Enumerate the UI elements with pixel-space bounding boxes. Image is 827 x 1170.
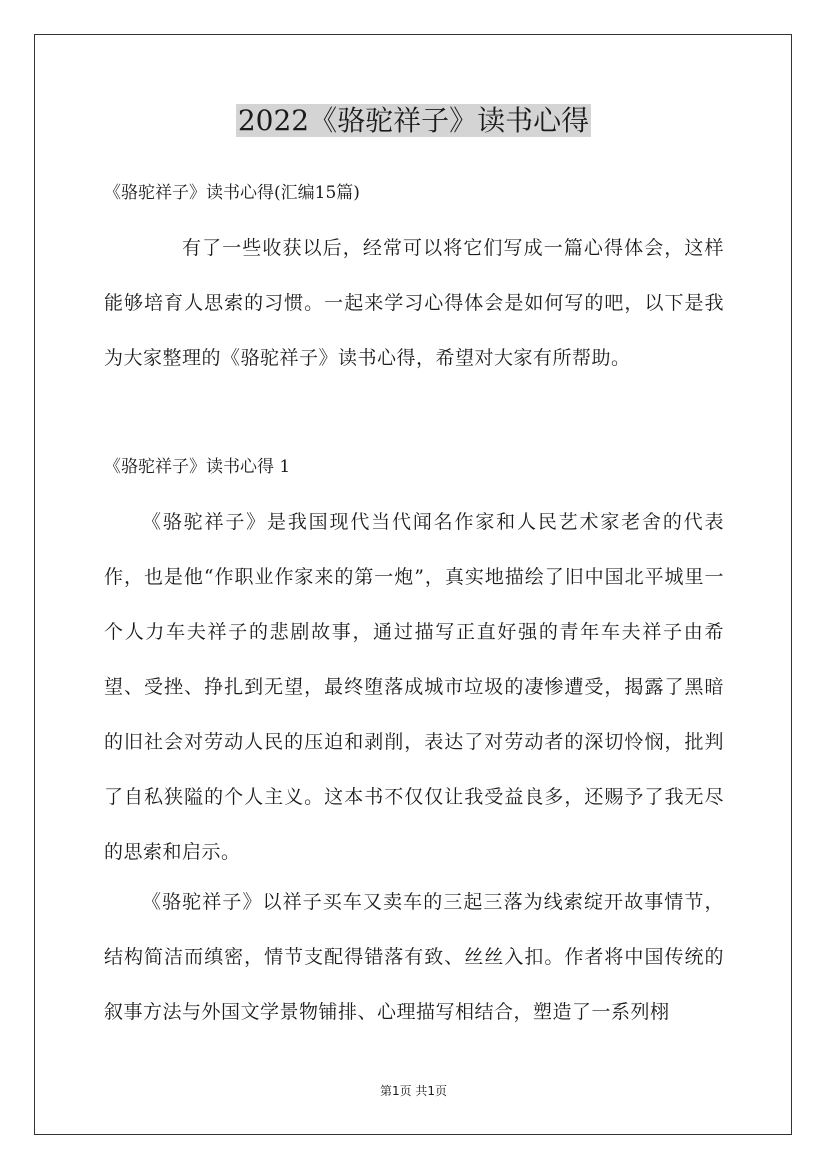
intro-paragraph: 有了一些收获以后，经常可以将它们写成一篇心得体会，这样能够培育人思索的习惯。一起来学习心得体会是如何写的吧，以下是我为大家整理的《骆驼祥子》读书心得，希望对大家有所帮助。: [104, 237, 724, 369]
body-paragraph-1: 《骆驼祥子》是我国现代当代闻名作家和人民艺术家老舍的代表作，也是他“作职业作家来的第一炮”，真实地描绘了旧中国北平城里一个人力车夫祥子的悲剧故事，通过描写正直好强的青年车夫祥子由希望、受挫、挣扎到无望，最终堕落成城市垃圾的凄惨遭受，揭露了黑暗的旧社会对劳动人民的压迫和剥削，表达了对劳动者的深切怜悯，批判了自私狭隘的个人主义。这本书不仅仅让我受益良多，还赐予了我无尽的思索和启示。: [104, 511, 724, 863]
document-title: [0, 98, 827, 144]
page-footer: 第1页 共1页: [379, 1084, 448, 1098]
section-heading: 《骆驼祥子》读书心得 1: [104, 457, 291, 477]
document-subtitle: 《骆驼祥子》读书心得(汇编15篇): [104, 183, 360, 203]
document-title-text: 2022《骆驼祥子》读书心得: [237, 104, 590, 137]
body-paragraph-2: 《骆驼祥子》以祥子买车又卖车的三起三落为线索绽开故事情节，结构简洁而缜密，情节支配得错落有致、丝丝入扣。作者将中国传统的叙事方法与外国文学景物铺排、心理描写相结合，塑造了一系列栩: [104, 891, 724, 1023]
